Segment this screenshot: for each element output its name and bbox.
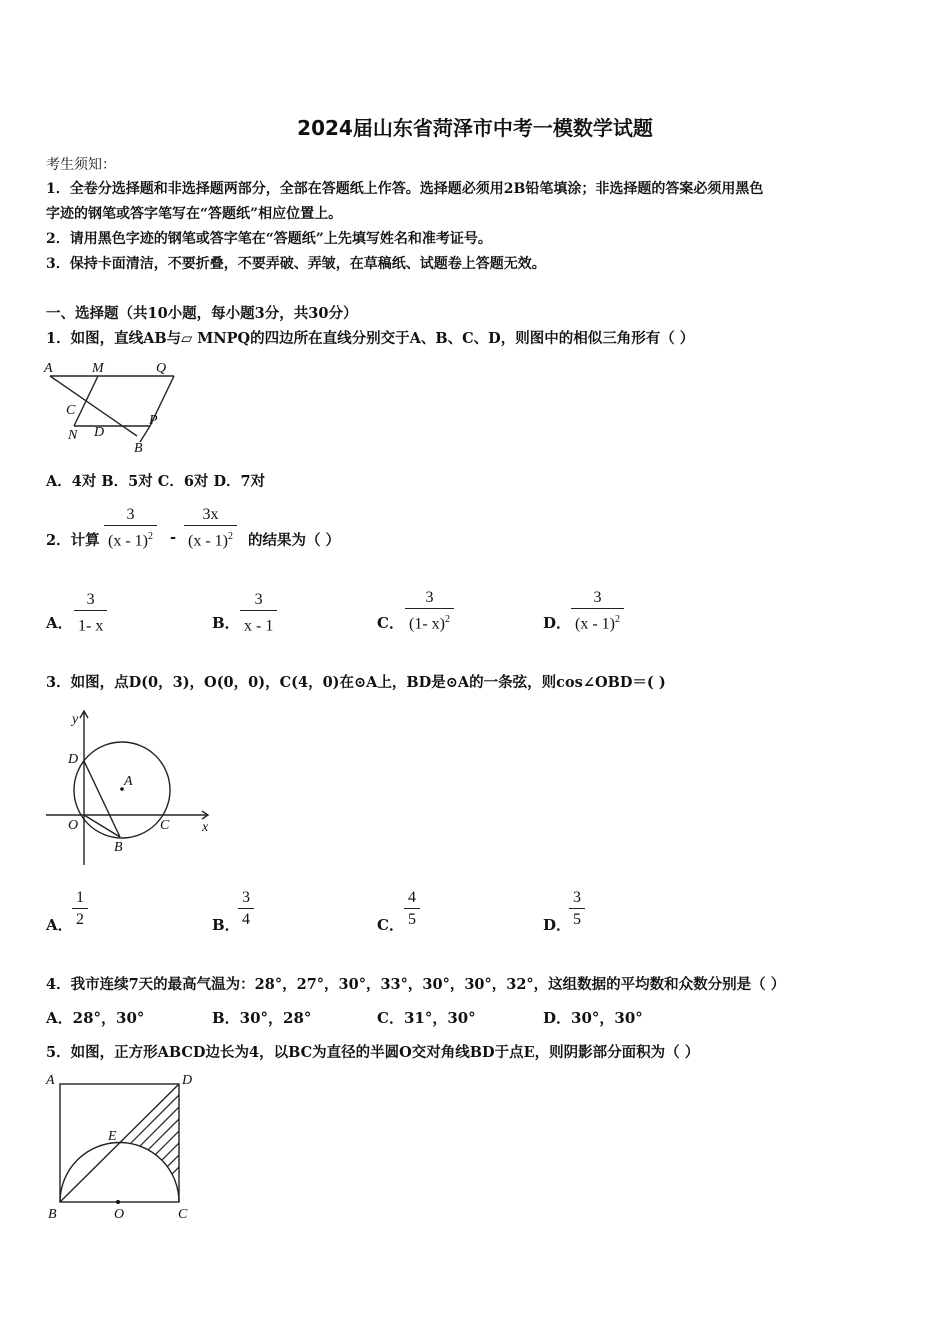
- q3-option-d-label: D．: [543, 916, 572, 934]
- notice-line-2: 2．请用黑色字迹的钢笔或答字笔在“答题纸”上先填写姓名和准考证号。: [46, 231, 492, 247]
- q3-option-c-den: 5: [404, 908, 420, 931]
- q3-option-c-num: 4: [408, 889, 416, 906]
- q2-option-b-label: B．: [212, 614, 240, 632]
- q2-option-b-fraction: [240, 590, 277, 637]
- q2-option-d-fraction: [571, 588, 624, 635]
- q3-option-c-fraction: [404, 888, 420, 931]
- q2-option-a-den: 1- x: [78, 617, 104, 635]
- q1-figure: [42, 354, 182, 460]
- notice-line-3: 3．保持卡面清洁，不要折叠，不要弄破、弄皱，在草稿纸、试题卷上答题无效。: [46, 256, 546, 272]
- notice-line-1b: 字迹的钢笔或答字笔写在“答题纸”相应位置上。: [46, 206, 343, 222]
- q4-option-b: B．30°，28°: [212, 1009, 312, 1027]
- q3-option-a-den: 2: [72, 908, 88, 931]
- q3-option-b-label: B．: [212, 916, 240, 934]
- page-title: 2024届山东省菏泽市中考一模数学试题: [297, 116, 653, 140]
- notice-heading: 考生须知：: [46, 157, 116, 173]
- q3-fig-label-y: y: [72, 712, 79, 727]
- q2-frac1-num: 3: [126, 506, 135, 523]
- q2-option-c-fraction: [405, 588, 454, 635]
- q1-fig-label-p: P: [149, 413, 158, 428]
- q3-fig-label-o: O: [68, 818, 79, 833]
- q2-option-d-exp: 2: [614, 614, 620, 625]
- q1-fig-label-n: N: [68, 428, 78, 443]
- q4-stem: 4．我市连续7天的最高气温为：28°，27°，30°，33°，30°，30°，32°，这组数据的平均数和众数分别是（ ）: [46, 976, 786, 993]
- q5-figure: [42, 1070, 202, 1225]
- q2-minus: -: [170, 529, 177, 546]
- q1-stem: 1．如图，直线AB与▱ MNPQ的四边所在直线分别交于A、B、C、D，则图中的相似三角形有（ ）: [46, 330, 695, 347]
- q1-options: A．4对 B．5对 C．6对 D．7对: [46, 473, 266, 490]
- q2-option-c-den: (1- x): [409, 615, 445, 633]
- q5-fig-label-e: E: [108, 1129, 117, 1144]
- q2-option-a-fraction: [74, 590, 107, 637]
- q5-stem: 5．如图，正方形ABCD边长为4，以BC为直径的半圆O交对角线BD于点E，则阴影部分面积为（ ）: [46, 1044, 700, 1061]
- q3-option-b-num: 3: [242, 889, 250, 906]
- q2-frac2-exp: 2: [227, 531, 233, 542]
- q3-fig-label-d: D: [68, 752, 79, 767]
- q2-suffix: 的结果为（ ）: [248, 532, 341, 549]
- q3-option-d-den: 5: [569, 908, 585, 931]
- section-heading: 一、选择题（共10小题，每小题3分，共30分）: [46, 305, 358, 322]
- q2-option-d-num: 3: [593, 589, 602, 606]
- q3-option-a-fraction: [72, 888, 88, 931]
- q2-frac1-den: (x - 1): [108, 532, 148, 550]
- q2-option-c-num: 3: [425, 589, 434, 606]
- q4-option-a: A．28°，30°: [46, 1009, 145, 1027]
- q3-stem: 3．如图，点D(0，3)，O(0，0)，C(4，0)在⊙A上，BD是⊙A的一条弦，则cos∠OBD＝( ): [46, 674, 666, 691]
- q2-frac1-exp: 2: [147, 531, 153, 542]
- q2-frac2-num: 3x: [202, 506, 219, 523]
- notice-line-1a: 1．全卷分选择题和非选择题两部分，全部在答题纸上作答。选择题必须用2B铅笔填涂；非选择题的答案必须用黑色: [46, 181, 764, 197]
- q2-option-c-label: C．: [377, 614, 404, 632]
- q3-figure: [42, 705, 222, 870]
- q1-fig-label-a: A: [44, 361, 53, 376]
- q3-fig-label-c: C: [160, 818, 170, 833]
- q3-option-b-den: 4: [238, 908, 254, 931]
- q3-option-c-label: C．: [377, 916, 404, 934]
- q2-option-d-label: D．: [543, 614, 572, 632]
- q2-fraction-2: [184, 505, 237, 552]
- q5-fig-label-b: B: [48, 1207, 57, 1222]
- q1-fig-label-d: D: [94, 425, 105, 440]
- q3-fig-label-b: B: [114, 840, 123, 855]
- q4-option-d: D．30°，30°: [543, 1009, 643, 1027]
- q3-option-b-fraction: [238, 888, 254, 931]
- q5-fig-label-o: O: [114, 1207, 125, 1222]
- q3-option-a-num: 1: [76, 889, 84, 906]
- q2-fraction-1: [104, 505, 157, 552]
- q2-option-c-exp: 2: [444, 614, 450, 625]
- q2-option-a-label: A．: [46, 614, 73, 632]
- q5-fig-label-a: A: [46, 1073, 55, 1088]
- q2-option-d-den: (x - 1): [575, 615, 615, 633]
- q3-option-a-label: A．: [46, 916, 73, 934]
- q3-fig-label-a: A: [124, 774, 133, 789]
- q3-fig-label-x: x: [202, 820, 209, 835]
- q2-prefix: 2．计算: [46, 532, 100, 549]
- q2-option-b-num: 3: [254, 591, 263, 608]
- q5-fig-label-d: D: [182, 1073, 193, 1088]
- q1-fig-label-c: C: [66, 403, 76, 418]
- q3-option-d-fraction: [569, 888, 585, 931]
- q2-option-b-den: x - 1: [244, 617, 274, 635]
- q2-option-a-num: 3: [86, 591, 95, 608]
- q3-option-d-num: 3: [573, 889, 581, 906]
- q2-frac2-den: (x - 1): [188, 532, 228, 550]
- q1-fig-label-m: M: [92, 361, 104, 376]
- q1-fig-label-b: B: [134, 441, 143, 456]
- q5-fig-label-c: C: [178, 1207, 188, 1222]
- q1-fig-label-q: Q: [156, 361, 167, 376]
- q4-option-c: C．31°，30°: [377, 1009, 476, 1027]
